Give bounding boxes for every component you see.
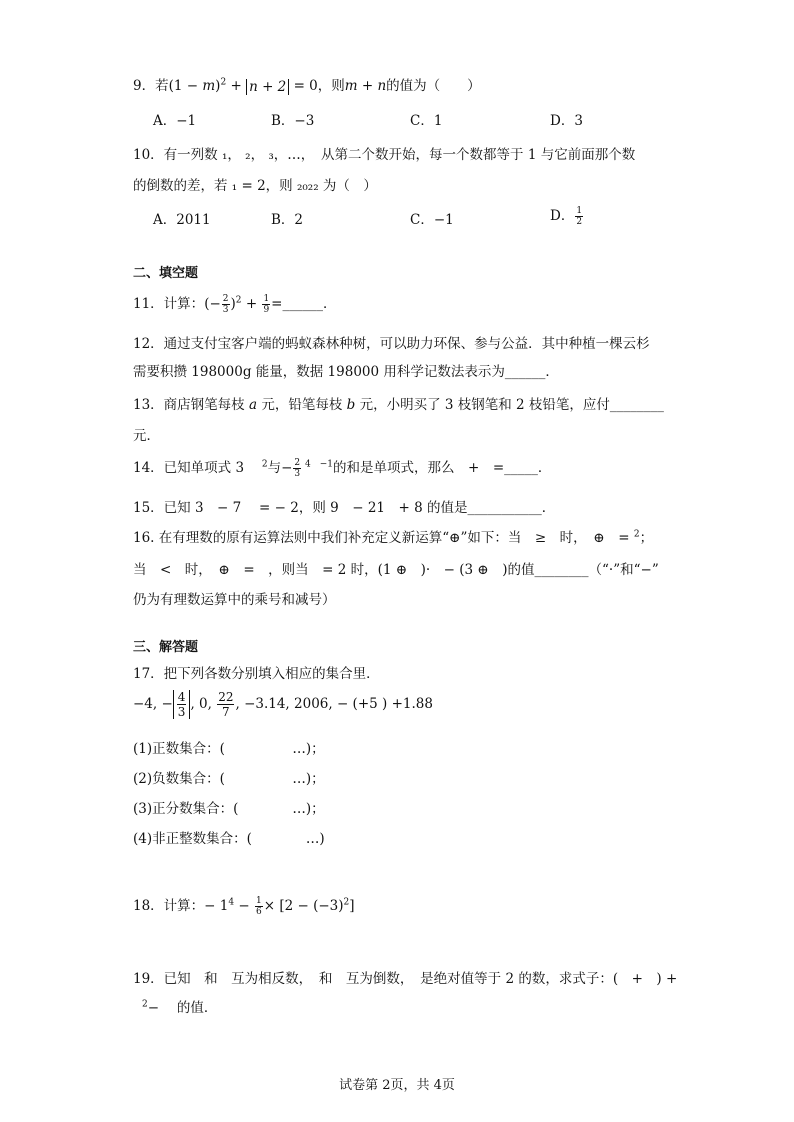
- q18-den: 6: [256, 907, 262, 917]
- section-3-title: 三、解答题: [133, 640, 199, 655]
- q14-den: 3: [294, 469, 301, 479]
- q18-stem: [133, 894, 355, 917]
- q11-exp: 2: [235, 295, 242, 306]
- q9-paren-close: ): [215, 78, 221, 94]
- q10-d-num: 1: [576, 206, 583, 216]
- q18-minus: −: [234, 898, 255, 914]
- q17-f-num: 22: [218, 690, 234, 704]
- q10-option-d-fraction: [575, 206, 583, 227]
- q11-open: (−: [204, 296, 221, 312]
- q9-mn: m + n: [344, 78, 387, 94]
- q17-title: 17．把下列各数分别填入相应的集合里．: [133, 666, 380, 682]
- q9-prefix: 若: [155, 78, 169, 94]
- q14-part-a: 14．已知单项式 3: [133, 460, 262, 476]
- q18-fraction: [255, 896, 263, 917]
- q18-exp-2: 2: [343, 897, 350, 908]
- q17-f-den: 7: [222, 705, 230, 719]
- q18-suffix: × [2 − (−3): [263, 898, 344, 914]
- q14-exp-4: 4: [302, 459, 320, 470]
- q9-option-a: A．−1: [153, 113, 197, 129]
- q14-fraction: [293, 458, 301, 479]
- q11-den-1: 3: [222, 305, 229, 315]
- q10-option-d: [550, 204, 584, 227]
- q10-option-a: A．2011: [153, 212, 211, 228]
- q11-num-1: 2: [222, 294, 229, 304]
- q16-line-1-exp: 2: [633, 529, 640, 540]
- q17-set-3: (3)正分数集合：( …)；: [133, 801, 325, 817]
- q10-option-b: B．2: [271, 212, 304, 228]
- q10-line-1: 10．有一列数 ₁， ₂， ₃，…， 从第二个数开始，每一个数都等于 1 与它前面那个数: [133, 147, 636, 163]
- q14-part-b: 与−: [267, 460, 293, 476]
- q18-prefix: 18．计算：− 1: [133, 898, 229, 914]
- q17-abs: [173, 690, 191, 719]
- q13-var-a: a: [248, 397, 258, 413]
- q19-line-2-exp: 2: [142, 999, 148, 1010]
- q10-option-d-label: D．: [550, 208, 575, 224]
- q18-num: 1: [256, 896, 262, 906]
- q11-stem: [133, 292, 336, 315]
- q11-num-2: 1: [263, 294, 270, 304]
- q16-line-3: 仍为有理数运算中的乘号和减号）: [133, 592, 336, 608]
- q17-set-2: (2)负数集合：( …)；: [133, 771, 325, 787]
- q11-plus: +: [241, 296, 262, 312]
- q12-line-2: 需要积攒 198000g 能量，数据 198000 用科学记数法表示为______．: [133, 364, 559, 380]
- q9-eq: = 0，则: [289, 78, 345, 94]
- section-2-title: 二、填空题: [133, 266, 199, 281]
- q9-abs: n + 2: [246, 79, 289, 95]
- q18-end: ]: [349, 898, 355, 914]
- page-footer: 试卷第 2页，共 4页: [339, 1078, 455, 1093]
- q11-den-2: 9: [263, 305, 270, 315]
- q9-paren-open: (1 −: [168, 78, 199, 94]
- q13-line-2: 元．: [133, 428, 160, 444]
- q11-fraction-2: [262, 294, 270, 315]
- q14-num: 2: [294, 458, 301, 468]
- q17-fraction: [217, 690, 234, 719]
- q9-option-b: B．−3: [271, 113, 315, 129]
- q17-nums-a: −4, −: [133, 696, 173, 712]
- q16-line-2: 当 < 时， ⊕ = ，则当 = 2 时，(1 ⊕ )· − (3 ⊕ )的值________（“·”和“−”: [133, 562, 659, 578]
- q19-line-2-text: − 的值．: [147, 1000, 218, 1016]
- q11-suffix: =______．: [271, 296, 337, 312]
- q19-line-1: 19．已知 和 互为相反数， 和 互为倒数， 是绝对值等于 2 的数，求式子：( + ) +: [133, 971, 678, 987]
- q10-option-c: C．−1: [410, 212, 454, 228]
- q13-part-c: 元，小明买了 3 枝钢笔和 2 枝铅笔，应付________: [355, 397, 664, 413]
- q16-line-1-text: 16. 在有理数的原有运算法则中我们补充定义新运算“⊕”如下：当 ≥ 时， ⊕ =: [133, 530, 634, 546]
- q9-suffix: 的值为（ ）: [386, 78, 481, 94]
- q9-stem: [133, 74, 481, 95]
- q14-part-d: 的和是单项式，那么 + =_____．: [333, 460, 552, 476]
- q9-plus: +: [226, 78, 247, 94]
- q11-prefix: 11．计算：: [133, 296, 205, 312]
- q17-abs-num: 4: [177, 690, 186, 704]
- q9-option-c: C．1: [410, 113, 443, 129]
- q10-d-den: 2: [576, 217, 583, 227]
- q19-line-2: [142, 996, 217, 1016]
- q14-exp-2: −1: [319, 459, 334, 470]
- q14-stem: [133, 456, 551, 479]
- q9-option-d: D．3: [550, 113, 583, 129]
- q11-fraction-1: [222, 294, 230, 315]
- q17-nums-b: , 0,: [190, 696, 217, 712]
- q16-line-1: [133, 526, 653, 546]
- q9-exp: 2: [220, 77, 227, 88]
- q13-var-b: b: [346, 397, 356, 413]
- q13-part-a: 13．商店钢笔每枝: [133, 397, 249, 413]
- q17-abs-den: 3: [177, 705, 186, 719]
- q9-m: m: [202, 78, 216, 94]
- q11-close: ): [230, 296, 236, 312]
- q10-line-2: 的倒数的差，若 ₁ = 2，则 ₂₀₂₂ 为（ ）: [133, 178, 377, 194]
- q17-set-1: (1)正数集合：( …)；: [133, 741, 325, 757]
- q16-line-1-end: ；: [639, 530, 654, 546]
- q13-part-b: 元，铅笔每枝: [257, 397, 347, 413]
- q17-numbers: [133, 690, 433, 719]
- q12-line-1: 12．通过支付宝客户端的蚂蚁森林种树，可以助力环保、参与公益．其中种植一棵云杉: [133, 336, 650, 352]
- q18-exp: 4: [228, 897, 235, 908]
- q9-number: 9．: [133, 78, 156, 94]
- q17-nums-c: , −3.14, 2006, − (+5 ) +1.88: [235, 696, 433, 712]
- q13-line-1: [133, 393, 664, 413]
- q17-abs-fraction: [177, 690, 187, 719]
- q14-exp-1: 2: [261, 459, 268, 470]
- q17-set-4: (4)非正整数集合：( …): [133, 831, 325, 847]
- q15-stem: 15．已知 3 − 7 = − 2，则 9 − 21 + 8 的值是___________．: [133, 500, 556, 516]
